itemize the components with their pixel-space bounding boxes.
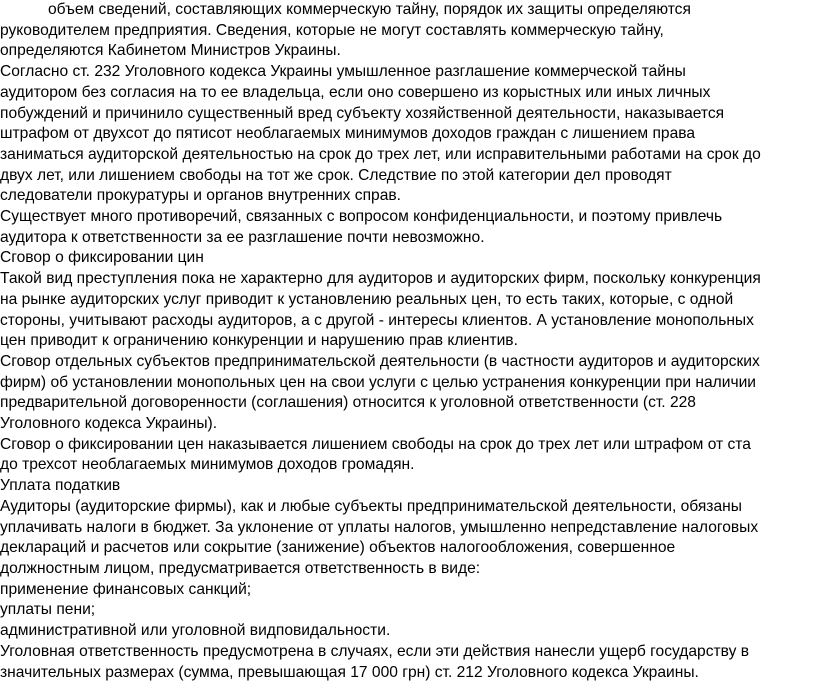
list-item: административной или уголовной видповидальности. xyxy=(0,621,812,642)
text-line: штрафом от двухсот до пятисот необлагаемых минимумов доходов граждан с лишением права xyxy=(0,124,812,145)
text-line: побуждений и причинило существенный вред субъекту хозяйственной деятельности, наказывается xyxy=(0,104,812,125)
list-item: применение финансовых санкций; xyxy=(0,580,812,601)
text-line: объем сведений, составляющих коммерческую тайну, порядок их защиты определяются xyxy=(0,0,812,21)
text-line: на рынке аудиторских услуг приводит к установлению реальных цен, то есть таких, которые, с одной xyxy=(0,290,812,311)
text-line: следователи прокуратуры и органов внутренних справ. xyxy=(0,186,812,207)
text-line: Согласно ст. 232 Уголовного кодекса Украины умышленное разглашение коммерческой тайны xyxy=(0,62,812,83)
text-line: двух лет, или лишением свободы на тот же срок. Следствие по этой категории дел проводят xyxy=(0,166,812,187)
text-line: Сговор отдельных субъектов предпринимательской деятельности (в частности аудиторов и аудиторских xyxy=(0,352,812,373)
text-line: уплачивать налоги в бюджет. За уклонение от уплаты налогов, умышленно непредставление налоговых xyxy=(0,518,812,539)
text-line: до трехсот необлагаемых минимумов доходов громадян. xyxy=(0,455,812,476)
text-line: значительных размерах (сумма, превышающая 17 000 грн) ст. 212 Уголовного кодекса Украины. xyxy=(0,663,812,683)
text-line: должностным лицом, предусматривается ответственность в виде: xyxy=(0,559,812,580)
section-heading: Уплата податкив xyxy=(0,476,812,497)
text-line: аудитора к ответственности за ее разглашение почти невозможно. xyxy=(0,228,812,249)
text-line: Сговор о фиксировании цен наказывается лишением свободы на срок до трех лет или штрафом от ста xyxy=(0,435,812,456)
text-line: аудитором без согласия на то ее владельца, если оно совершено из корыстных или иных личных xyxy=(0,83,812,104)
text-line: цен приводит к ограничению конкуренции и нарушению прав клиентив. xyxy=(0,331,812,352)
text-line: Уголовного кодекса Украины). xyxy=(0,414,812,435)
text-line: стороны, учитывают расходы аудиторов, а с другой - интересы клиентов. А установление монопольных xyxy=(0,311,812,332)
text-line: Существует много противоречий, связанных с вопросом конфиденциальности, и поэтому привлечь xyxy=(0,207,812,228)
text-line: предварительной договоренности (соглашения) относится к уголовной ответственности (ст. 228 xyxy=(0,393,812,414)
text-line: фирм) об установлении монопольных цен на свои услуги с целью устранения конкуренции при наличии xyxy=(0,373,812,394)
text-line: руководителем предприятия. Сведения, которые не могут составлять коммерческую тайну, xyxy=(0,21,812,42)
text-line: заниматься аудиторской деятельностью на срок до трех лет, или исправительными работами на срок до xyxy=(0,145,812,166)
list-item: уплаты пени; xyxy=(0,600,812,621)
section-heading: Сговор о фиксировании цин xyxy=(0,248,812,269)
text-line: определяются Кабинетом Министров Украины. xyxy=(0,41,812,62)
text-line: Уголовная ответственность предусмотрена в случаях, если эти действия нанесли ущерб государству в xyxy=(0,642,812,663)
text-line: деклараций и расчетов или сокрытие (занижение) объектов налогообложения, совершенное xyxy=(0,538,812,559)
text-line: Такой вид преступления пока не характерно для аудиторов и аудиторских фирм, поскольку конкуренция xyxy=(0,269,812,290)
text-line: Аудиторы (аудиторские фирмы), как и любые субъекты предпринимательской деятельности, обязаны xyxy=(0,497,812,518)
